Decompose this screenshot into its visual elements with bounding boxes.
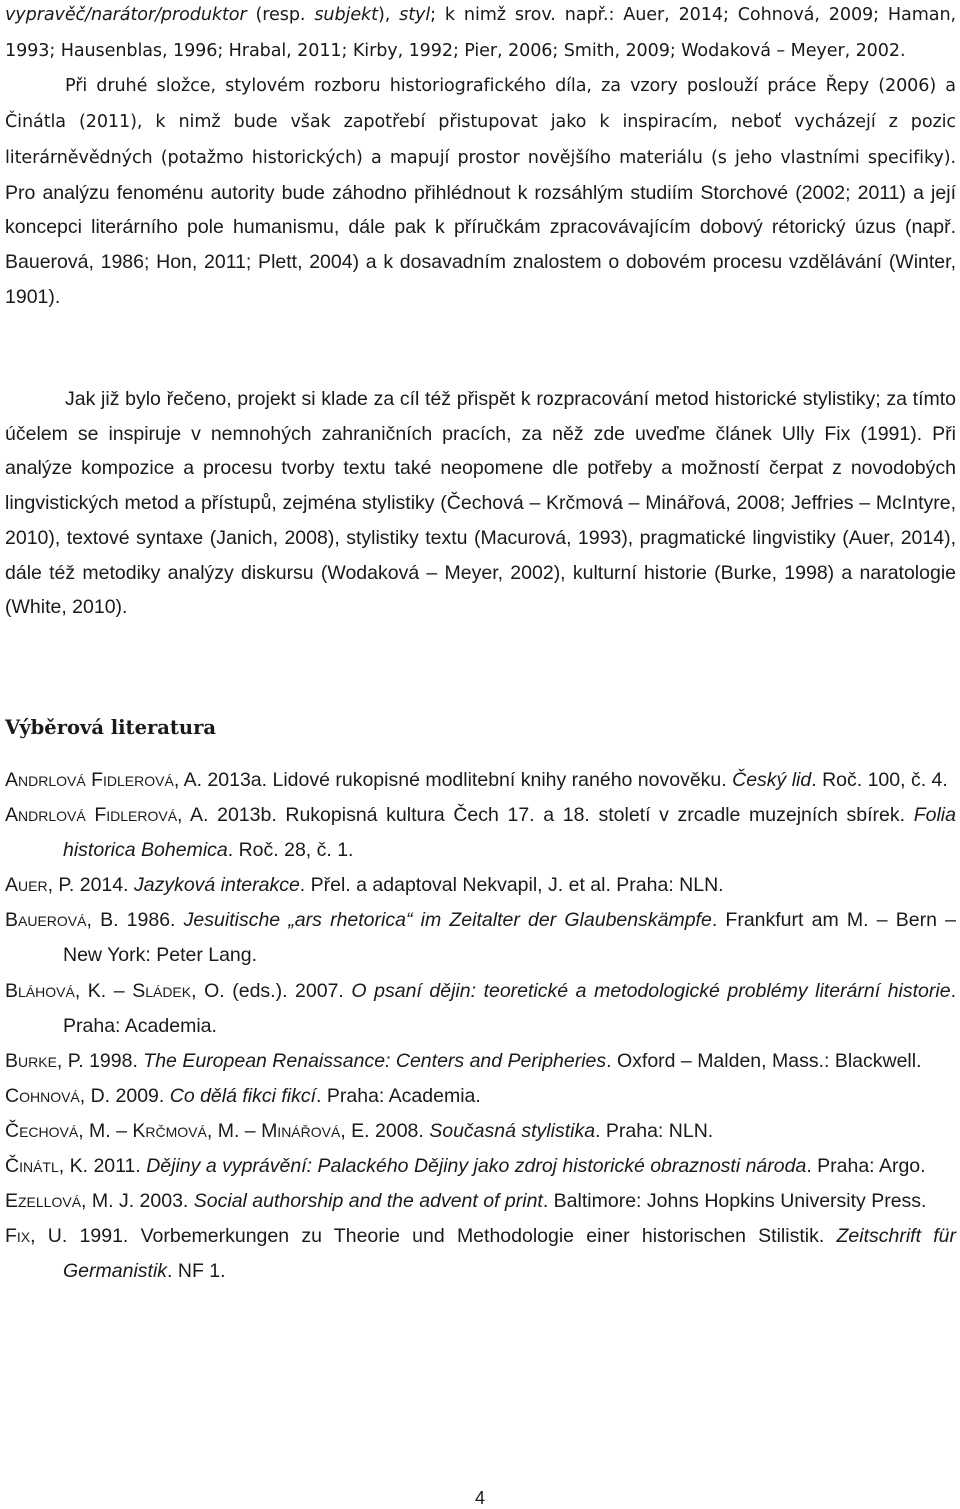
entry-author: Bláhová [5, 979, 75, 1002]
text-segment: ), [377, 5, 400, 25]
entry-text: . Roč. 28, č. 1. [227, 839, 354, 862]
entry-text: . Přel. a adaptoval Nekvapil, J. et al. Praha: NLN. [299, 874, 724, 897]
entry-text: . Praha: NLN. [595, 1119, 714, 1142]
entry-author: Burke [5, 1049, 57, 1072]
entry-text: , U. 1991. Vorbemerkungen zu Theorie und Methodologie einer historischen Stilistik. [30, 1225, 837, 1248]
entry-author: Minářová [261, 1119, 341, 1142]
entry-author: Fix [5, 1225, 31, 1248]
text-segment: (resp. [246, 5, 315, 25]
entry-text: , P. 1998. [56, 1049, 144, 1072]
entry-title: Social authorship and the advent of print [193, 1190, 543, 1213]
entry-text: . NF 1. [167, 1260, 226, 1283]
bibliography-entry [5, 1184, 956, 1219]
bibliography-entry [5, 974, 956, 1044]
text-segment: ; k nimž srov. např.: Auer, 2014; Cohnová, 2009; Haman, 1993; Hausenblas, 1996; Hrabal, 2011; Kirby, 1992; Pier, 2006; Smith, 2009; Wodaková – Meyer, 2002. [5, 5, 956, 61]
entry-title: Zeitschrift für Germanistik [63, 1225, 957, 1283]
entry-author: Čechová [5, 1119, 79, 1142]
bibliography-entry [5, 1149, 956, 1184]
bibliography-entry [5, 1044, 956, 1079]
page-number: 4 [474, 1488, 485, 1508]
bibliography-entry [5, 798, 956, 868]
entry-text: , M. – [78, 1119, 133, 1142]
bibliography-entry [5, 763, 956, 798]
entry-text: , O. (eds.). 2007. [191, 979, 352, 1002]
entry-text: , E. 2008. [340, 1119, 430, 1142]
term-narrator: vypravěč/narátor/produktor [5, 5, 247, 25]
entry-text: . Frankfurt am M. – Bern – New York: Peter Lang. [63, 909, 956, 967]
bibliography-list [5, 763, 956, 1289]
term-subject: subjekt [314, 5, 378, 25]
entry-text: . Baltimore: Johns Hopkins University Press. [542, 1190, 927, 1213]
entry-title: Dějiny a vyprávění: Palackého Dějiny jako zdroj historické obraznosti národa [146, 1155, 807, 1178]
entry-text: , M. J. 2003. [81, 1190, 194, 1213]
entry-text: , P. 2014. [47, 874, 134, 897]
entry-title: The European Renaissance: Centers and Peripheries [143, 1049, 607, 1072]
entry-text: , A. 2013a. Lidové rukopisné modlitební knihy raného novověku. [173, 769, 733, 791]
document-page [5, 0, 956, 1509]
entry-title: Folia historica Bohemica [63, 804, 956, 862]
entry-title: Český lid [732, 769, 812, 791]
entry-author: Andrlová Fidlerová [5, 769, 174, 791]
entry-text: , B. 1986. [86, 909, 184, 932]
bibliography-entry [5, 868, 956, 903]
entry-title: Co dělá fikci fikcí [169, 1084, 317, 1107]
entry-text: , K. – [74, 979, 133, 1002]
bibliography-entry [5, 903, 956, 973]
entry-text: . Praha: Argo. [806, 1155, 926, 1178]
entry-title: Současná stylistika [429, 1119, 596, 1142]
entry-author: Ezellová [5, 1190, 82, 1213]
entry-text: . Roč. 100, č. 4. [811, 769, 948, 791]
paragraph-2-serif: Pro analýzu fenoménu autority bude záhodno přihlédnout k rozsáhlým studiím Storchové (2002; 2011) a její koncepci literárního pole humanismu, dále pak k příručkám zpracovávajícím dobový rétorický úzus (např. Bauerová, 1986; Hon, 2011; Plett, 2004) a k dosavadním znalostem o dobovém procesu vzdělávání (Winter, 1901). [5, 181, 956, 308]
entry-text: . Praha: Academia. [63, 979, 956, 1037]
entry-title: O psaní dějin: teoretické a metodologické problémy literární historie [351, 979, 951, 1002]
section-heading: Výběrová literatura [5, 716, 216, 739]
entry-text: , M. – [206, 1119, 262, 1142]
bibliography-entry [5, 1114, 956, 1149]
paragraph-1-sans [5, 5, 956, 61]
paragraph-2-sans: Při druhé složce, stylovém rozboru historiografického díla, za vzory poslouží práce Řepy (2006) a Činátla (2011), k nimž bude však zapotřebí přistupovat jako k inspiracím, neboť vycházejí z pozic literárněvědných (potažmo historických) a mapují prostor novějšího materiálu (s jeho vlastními specifiky). [5, 76, 956, 168]
entry-text: , D. 2009. [79, 1084, 170, 1107]
entry-title: Jazyková interakce [133, 874, 300, 897]
paragraph-3: Jak již bylo řečeno, projekt si klade za cíl též přispět k rozpracování metod historické stylistiky; za tímto účelem se inspiruje v nemnohých zahraničních pracích, za něž zde uveďme článek Ully Fix (1991). Při analýze kompozice a procesu tvorby textu také neopomene dle potřeby a možností čerpat z novodobých lingvistických metod a přístupů, zejména stylistiky (Čechová – Krčmová – Minářová, 2008; Jeffries – McIntyre, 2010), textové syntaxe (Janich, 2008), stylistiky textu (Macurová, 1993), pragmatické lingvistiky (Auer, 2014), dále též metodiky analýzy diskursu (Wodaková – Meyer, 2002), kulturní historie (Burke, 1998) a naratologie (White, 2010). [5, 388, 956, 619]
bibliography-entry [5, 1219, 956, 1289]
entry-title: Jesuitische „ars rhetorica“ im Zeitalter der Glaubenskämpfe [183, 909, 712, 932]
entry-text: . Praha: Academia. [316, 1084, 481, 1107]
entry-author: Bauerová [5, 909, 87, 932]
paragraph-2 [5, 74, 956, 307]
entry-author: Krčmová [132, 1119, 207, 1142]
entry-text: . Oxford – Malden, Mass.: Blackwell. [606, 1049, 922, 1072]
entry-author: Činátl [5, 1155, 59, 1178]
paragraph-1 [5, 0, 956, 314]
entry-text: , A. 2013b. Rukopisná kultura Čech 17. a 18. století v zrcadle muzejních sbírek. [177, 804, 914, 827]
entry-text: , K. 2011. [58, 1155, 147, 1178]
entry-author: Auer [5, 874, 48, 897]
entry-author: Cohnová [5, 1084, 80, 1107]
bibliography-entry [5, 1079, 956, 1114]
term-style: styl [399, 5, 431, 25]
entry-author: Sládek [132, 979, 192, 1002]
entry-author: Andrlová Fidlerová [5, 804, 178, 827]
